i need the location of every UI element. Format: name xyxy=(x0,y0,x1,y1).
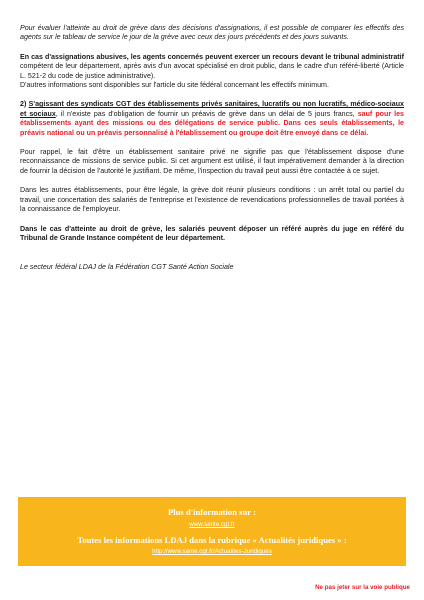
footer-site-link[interactable]: www.sante.cgt.fr xyxy=(189,521,235,528)
paragraph-recours xyxy=(20,53,404,91)
footer-more-info-title: Plus d'information sur : xyxy=(168,507,256,517)
litter-notice: Ne pas jeter sur la voie publique xyxy=(315,584,410,591)
document-body xyxy=(20,24,404,283)
paragraph-refere: Dans le cas d'atteinte au droit de grève, les salariés peuvent déposer un référé auprès du juge en référé du Tribunal de Grande Instance compétent de leur département. xyxy=(20,224,404,242)
footer-rubric-link[interactable]: http://www.sante.cgt.fr/Actualites-Juridiques xyxy=(152,548,272,555)
recours-more-info: D'autres informations sont disponibles sur l'article du site fédéral concernant les effectifs minimum. xyxy=(20,81,329,90)
service-public-warning: sauf pour les établissements ayant des missions ou des délégations de service public. Dans ces seuls établissements, le préavis national ou un préavis personnalisé à l'établissement ou groupe doit être envoyé dans ce délai. xyxy=(20,109,404,137)
footer-info-box xyxy=(18,497,406,566)
paragraph-conditions-greve: Dans les autres établissements, pour être légale, la grève doit réunir plusieurs conditions : un arrêt total ou partiel du travail, une concertation des salariés de l'entreprise et l'existence de revendications professionnelles de travail portées à la connaissance de l'employeur. xyxy=(20,186,404,214)
paragraph-syndicats-prives xyxy=(20,100,404,138)
recours-text: compétent de leur département, après avis d'un avocat spécialisé en droit public, dans le cadre d'un référé-liberté (Article L. 521-2 du code de justice administrative). xyxy=(20,62,404,80)
signature: Le secteur fédéral LDAJ de la Fédération CGT Santé Action Sociale xyxy=(20,263,234,272)
paragraph-compare-effectifs: Pour évaluer l'atteinte au droit de grève dans des décisions d'assignations, il est possible de comparer les effectifs des agents sur le tableau de service le jour de la grève avec ceux des jours précédents et des jours suivants. xyxy=(20,24,404,42)
recours-bold-text: En cas d'assignations abusives, les agents concernés peuvent exercer un recours devant le tribunal administratif xyxy=(20,52,404,61)
syndicats-heading: S'agissant des syndicats CGT des établissements privés sanitaires, lucratifs ou non lucratifs, médico-sociaux et sociaux xyxy=(20,100,404,118)
paragraph-rappel: Pour rappel, le fait d'être un établissement sanitaire privé ne signifie pas que l'établissement dispose d'une reconnaissance de missions de service public. Si cet argument est utilisé, il faut impérativement demander à la direction de fournir la décision de l'autorité le justifiant. De même, l'inspection du travail peut aussi être contactée à ce sujet. xyxy=(20,148,404,175)
footer-rubric-title: Toutes les informations LDAJ dans la rubrique « Actualités juridiques » : xyxy=(77,535,347,545)
syndicats-text: , il n'existe pas d'obligation de fournir un préavis de grève dans un délai de 5 jours francs, xyxy=(55,109,358,118)
section-number: 2) xyxy=(20,100,29,109)
